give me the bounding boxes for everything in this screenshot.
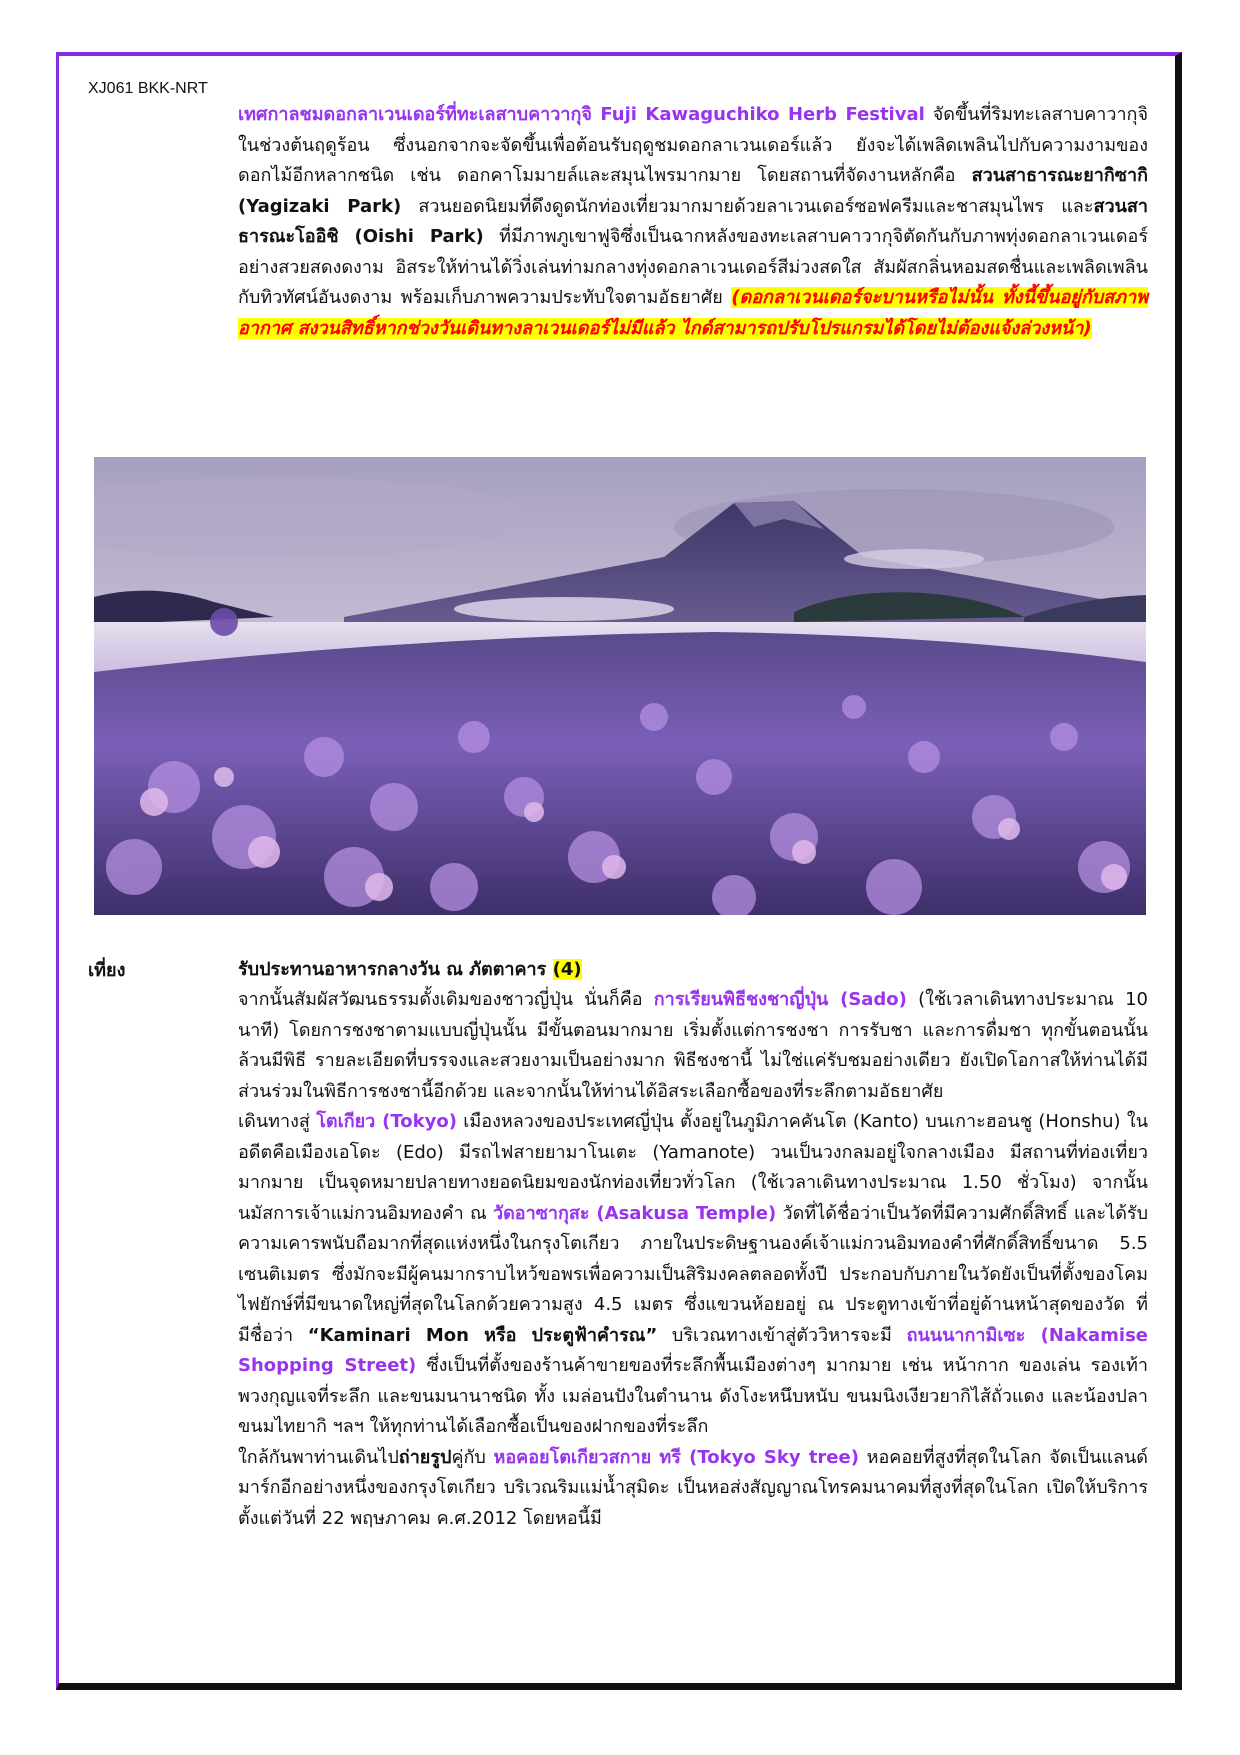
meal-number-badge: (4): [552, 959, 582, 980]
tokyo-text-3: วัดที่ได้ชื่อว่าเป็นวัดที่มีความศักดิ์สิทธิ์ และได้รับความเคารพนับถือมากที่สุดแห่งหนึ่งในกรุงโตเกียว ภายในประดิษฐานองค์เจ้าแม่กวนอิมทองคำที่ศักดิ์สิทธิ์ขนาด 5.5 เซนติเมตร ซึ่งมักจะมีผู้คนมากราบไหว้ขอพรเพื่อความเป็นสิริมงคลตลอดทั้งปี ประกอบกับภายในวัดยังเป็นที่ตั้งของโคมไฟยักษ์ที่มีขนาดใหญ่ที่สุดในโลกด้วยความสูง 4.5 เมตร ซึ่งแขวนห้อยอยู่ ณ ประตูทางเข้าที่อยู่ด้านหน้าสุดของวัด ที่มีชื่อว่า: [238, 1202, 1148, 1346]
tea-text-2: (ใช้เวลาเดินทางประมาณ 10 นาที) โดยการชงชาตามแบบญี่ปุ่นนั้น มีขั้นตอนมากมาย เริ่มตั้งแต่การชงชา การรับชา และการดื่มชา ทุกขั้นตอนนั้นล้วนมีพิธี รายละเอียดที่บรรจงและสวยงามเป็นอย่างมาก พิธีชงชานี้ ไม่ใช่แค่รับชมอย่างเดียว ยังเปิดโอกาสให้ท่านได้มีส่วนร่วมในพิธีการชงชานี้อีกด้วย และจากนั้นให้ท่านได้อิสระเลือกซื้อของที่ระลึกตามอัธยาศัย: [238, 989, 1148, 1102]
festival-text-2: สวนยอดนิยมที่ดึงดูดนักท่องเที่ยวมากมายด้วยลาเวนเดอร์ซอฟครีมและชาสมุนไพร และ: [401, 195, 1094, 217]
lunch-line: [238, 955, 1148, 986]
lavender-field-mount-fuji-photo: [94, 457, 1146, 915]
tour-code: XJ061 BKK-NRT: [88, 80, 208, 97]
festival-paragraph: [238, 100, 1148, 344]
photo-word: ถ่ายรูป: [398, 1446, 452, 1468]
lunch-label: เที่ยง: [88, 960, 126, 981]
tokyo-text-4: บริเวณทางเข้าสู่ตัววิหารจะมี: [657, 1324, 907, 1346]
tokyo-skytree: หอคอยโตเกียวสกาย ทรี (Tokyo Sky tree): [493, 1446, 859, 1468]
skytree-text-3: หอคอยที่สูงที่สุดในโลก จัดเป็นแลนด์มาร์กอีกอย่างหนึ่งของกรุงโตเกียว บริเวณริมแม่น้ำสุมิดะ เป็นหอส่งสัญญาณโทรคมนาคมที่สูงที่สุดในโลก เปิดให้บริการตั้งแต่วันที่ 22 พฤษภาคม ค.ศ.2012 โดยหอนี้มี: [238, 1446, 1148, 1529]
tea-text-1: จากนั้นสัมผัสวัฒนธรรมดั้งเดิมของชาวญี่ปุ่น นั่นก็คือ: [238, 989, 654, 1010]
festival-text-3: ที่มีภาพภูเขาฟูจิซึ่งเป็นฉากหลังของทะเลสาบคาวากุจิตัดกันกับภาพทุ่งดอกลาเวนเดอร์อย่างสวยสดงดงาม อิสระให้ท่านได้วิ่งเล่นท่ามกลางทุ่งดอกลาเวนเดอร์สีม่วงสดใส สัมผัสกลิ่นหอมสดชื่นและเพลิดเพลินกับทิวทัศน์อันงดงาม พร้อมเก็บภาพความประทับใจตามอัธยาศัย: [238, 226, 1148, 308]
tokyo-city: โตเกียว (Tokyo): [316, 1111, 457, 1132]
tokyo-text-5: ซึ่งเป็นที่ตั้งของร้านค้าขายของที่ระลึกพื้นเมืองต่างๆ มากมาย เช่น หน้ากาก ของเล่น รองเท้า พวงกุญแจที่ระลึก และขนมนานาชนิด ทั้ง เมล่อนปังในตำนาน ดังโงะหนึบหนับ ขนมนิงเงียวยากิไส้ถั่วแดง และน้องปลาขนมไทยากิ ฯลฯ ให้ทุกท่านได้เลือกซื้อเป็นของฝากของที่ระลึก: [238, 1355, 1148, 1437]
asakusa-temple: วัดอาซากุสะ (Asakusa Temple): [492, 1202, 777, 1224]
oishi-park: สวนสาธารณะโออิชิ (Oishi Park): [238, 195, 1148, 247]
body-paragraphs: [238, 985, 1148, 1534]
festival-title: เทศกาลชมดอกลาเวนเดอร์ที่ทะเลสาบคาวากุจิ Fuji Kawaguchiko Herb Festival: [238, 104, 925, 125]
tokyo-text-1: เดินทางสู่: [238, 1111, 317, 1132]
nakamise-street: ถนนนากามิเซะ (Nakamise Shopping Street): [238, 1324, 1148, 1376]
lunch-title: รับประทานอาหารกลางวัน ณ ภัตตาคาร: [238, 959, 553, 980]
festival-text-1: จัดขึ้นที่ริมทะเลสาบคาวากุจิในช่วงต้นฤดูร้อน ซึ่งนอกจากจะจัดขึ้นเพื่อต้อนรับฤดูชมดอกลาเวนเดอร์แล้ว ยังจะได้เพลิดเพลินไปกับความงามของดอกไม้อีกหลากชนิด เช่น ดอกคาโมมายล์และสมุนไพรมากมาย โดยสถานที่จัดงานหลักคือ: [238, 104, 1149, 186]
skytree-text-1: ใกล้กันพาท่านเดินไป: [238, 1446, 399, 1468]
skytree-text-2: คู่กับ: [451, 1446, 494, 1468]
yagizaki-park: สวนสาธารณะยากิซากิ (Yagizaki Park): [238, 165, 1148, 217]
tokyo-text-2: เมืองหลวงของประเทศญี่ปุ่น ตั้งอยู่ในภูมิภาคคันโต (Kanto) บนเกาะฮอนชู (Honshu) ในอดีตคือเมืองเอโดะ (Edo) มีรถไฟสายยามาโนเตะ (Yamanote) วนเป็นวงกลมอยู่ใจกลางเมือง มีสถานที่ท่องเที่ยวมากมาย เป็นจุดหมายปลายทางยอดนิยมของนักท่องเที่ยวทั่วโลก (ใช้เวลาเดินทางประมาณ 1.50 ชั่วโมง) จากนั้น นมัสการเจ้าแม่กวนอิมทองคำ ณ: [238, 1111, 1148, 1224]
tea-ceremony-place: การเรียนพิธีชงชาญี่ปุ่น (Sado): [653, 989, 907, 1010]
weather-note: (ดอกลาเวนเดอร์จะบานหรือไม่นั้น ทั้งนี้ขึ้นอยู่กับสภาพอากาศ สงวนสิทธิ์หากช่วงวันเดินทางลาเวนเดอร์ไม่มีแล้ว ไกด์สามารถปรับโปรแกรมได้โดยไม่ต้องแจ้งล่วงหน้า): [238, 287, 1148, 339]
kaminari-mon-gate: “Kaminari Mon หรือ ประตูฟ้าคำรณ”: [307, 1324, 658, 1346]
